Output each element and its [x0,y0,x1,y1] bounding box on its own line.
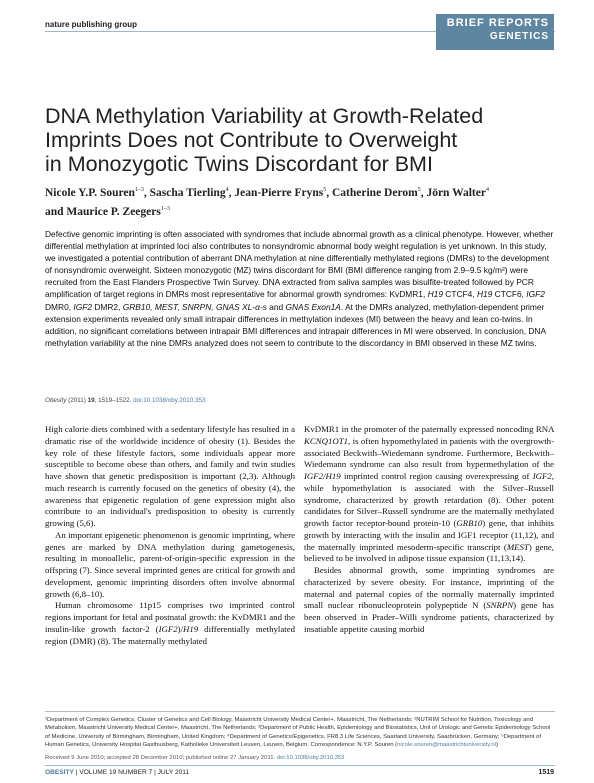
author-separator: , [143,186,150,199]
title-line: Imprints Does not Contribute to Overweight [45,128,458,152]
affiliations-footnote: ¹Department of Complex Genetics, Cluster of Genetics and Cell Biology, Maastricht University Medical Center+, Maastricht, The Netherlands; ²NUTRIM School for Nutrition, Toxicology and Metabolism, Maastricht University Medical Center+, Maastricht, The Netherlands; ³Department of Public Health, Epidemiology and Biostatistics, Unit of Urologic and Genetic Epidemiology School of Medicine, University of Birmingham, Birmingham, United Kingdom; ⁴Department of Genetics/Epigenetics, FR8.3 Life Sciences, Saarland University, Saarbrücken, Germany; ⁵Department of Human Genetics, University Hospital Gasthuisberg, Katholieke Universiteit Leuven, Leuven, Belgium. Correspondence: N.Y.P. Souren (nicole.souren@maastrichtuniversity.nl) [45,717,551,749]
author-affiliation: 4 [485,187,489,193]
author-affiliation: 5 [323,187,327,193]
author-name: Catherine Derom [331,186,418,199]
body-paragraph: Human chromosome 11p15 comprises two imprinted control regions important for fetal and postnatal growth: the KvDMR1 and the insulin-like growth factor-2 (IGF2)/H19 differentially methylated region (DMR) (8). The maternally methylated [45,600,295,646]
publisher-name: nature publishing group [45,20,137,29]
author-name: Nicole Y.P. Souren [45,186,135,199]
body-paragraph: Besides abnormal growth, some imprinting syndromes are characterized by severe obesity. For instance, imprinting of the maternal and paternal copies of the normally maternally imprinted small nuclear ribonucleoprotein polypeptide N (SNRPN) gene has been observed in Prader–Willi syndrome patients, characterized by insatiable appetite causing morbid [304,565,554,634]
doi-link[interactable]: doi:10.1038/oby.2010.353 [133,397,206,404]
footer-journal: OBESITY [45,769,74,776]
article-title [45,104,555,176]
author-name: Jörn Walter [426,186,486,199]
author-affiliation: 5 [417,187,421,193]
section-type: BRIEF REPORTS [446,17,549,29]
title-line: in Monozygotic Twins Discordant for BMI [45,152,433,176]
body-paragraph: High calorie diets combined with a sedentary lifestyle has resulted in a dramatic rise of the worldwide incidence of obesity (1). Besides the key role of these lifestyle factors, some individuals appear more susceptible to become obese than others, and family and twin studies have shown that genetic predisposition is important (2,3). Although much research is currently focused on the genetics of obesity (4), the awareness that epigenetic regulation of gene expression might also contribute to an individual's predisposition to obesity is currently growing (5,6). [45,424,295,528]
section-topic: GENETICS [489,31,549,42]
correspondence-email[interactable]: nicole.souren@maastrichtuniversity.nl [397,742,496,749]
page-number: 1519 [538,769,554,776]
author-affiliation: 4 [225,187,229,193]
author-name: Sascha Tierling [149,186,226,199]
doi-link[interactable]: doi:10.1038/oby.2010.353 [276,755,345,761]
body-paragraph: An important epigenetic phenomenon is genomic imprinting, where genes are marked by DNA methylation during gametogenesis, resulting in monoallelic, parent-of-origin-specific expression in the offspring (7). Since several imprinted genes are critical for growth and development, genomic imprinting disorders often involve abnormal growth (6,8–10). [45,529,295,599]
citation-line: Obesity (2011) 19, 1519–1522. doi:10.1038/oby.2010.353 [45,397,206,404]
footer-rule [45,765,555,766]
abstract: Defective genomic imprinting is often associated with syndromes that include abnormal growth as a clinical phenotype. However, whether differential methylation at imprinted loci also contributes to nonsyndromic abnormal body weight regulation is yet unknown. In this study, we investigated a potential contribution of aberrant DNA methylation at nine differentially methylated regions (DMRs) to the development of nonsyndromic overweight. Sixteen monozygotic (MZ) twins discordant for BMI (BMI difference ranging from 2.9–9.5 kg/m²) were recruited from the East Flanders Prospective Twin Survey. DNA extracted from saliva samples was bisulfite-treated followed by PCR amplification of target regions in DMRs most representative for abnormal growth syndromes: KvDMR1, H19 CTCF4, H19 CTCF6, IGF2 DMR0, IGF2 DMR2, GRB10, MEST, SNRPN, GNAS XL-α-s and GNAS Exon1A. At the DMRs analyzed, methylation-dependent primer extension experiments revealed only small intrapair differences in methylation indexes (MI) between the heavy and lean co-twins. In addition, no significant correlations between intrapair BMI differences and intrapair differences in MI were observed. In conclusion, DNA methylation variability at the nine DMRs analyzed does not seem to contribute to the discordancy in BMI observed in these MZ twins. [45,229,554,348]
author-separator: , [420,186,427,199]
author-separator: , [228,186,235,199]
author-name: Jean-Pierre Fryns [234,186,324,199]
author-separator: , [326,186,332,199]
received-dates: Received 9 June 2010; accepted 28 December 2010; published online 27 January 2011. doi:10.1038/oby.2010.353 [45,755,345,761]
author-list [45,182,555,220]
body-column-left [45,424,295,647]
author-affiliation: 1–3 [160,205,170,212]
author-name: and Maurice P. Zeegers [45,205,161,218]
title-line: DNA Methylation Variability at Growth-Related [45,104,484,128]
footer-issue: | VOLUME 19 NUMBER 7 | JULY 2011 [73,769,190,776]
footer-journal-info [45,769,189,776]
body-paragraph: KvDMR1 in the promoter of the paternally expressed noncoding RNA KCNQ1OT1, is often hypomethylated in patients with the overgrowth-associated Beckwith–Wiedemann syndrome. Furthermore, Beckwith–Wiedemann syndrome can also result from hypermethylation of the IGF2/H19 imprinted control region causing overexpressing of IGF2, while hypomethylation is associated with the Silver–Russell syndrome, characterized by growth retardation (8). Other potent candidates for Silver–Russell syndrome are the maternally methylated growth factor receptor-bound protein-10 (GRB10) gene, that inhibits growth by interacting with the insulin and IGF1 receptor (11,12), and the maternally imprinted mesoderm-specific transcript (MEST) gene, believed to be involved in adipose tissue expansion (11,13,14). [304,424,554,564]
footnote-rule [45,711,555,712]
body-column-right [304,424,554,636]
author-affiliation: 1–3 [134,187,144,193]
section-banner [436,14,554,50]
